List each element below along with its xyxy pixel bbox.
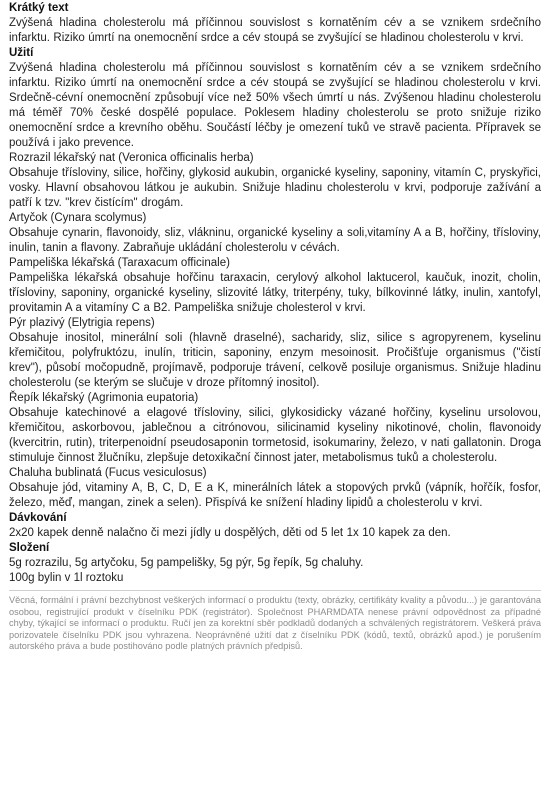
herb-name: Pampeliška lékařská (Taraxacum officinale) bbox=[9, 257, 230, 269]
herb-name: Chaluha bublinatá (Fucus vesiculosus) bbox=[9, 467, 207, 479]
herb-description: Obsahuje katechinové a elagové třísloviny, silici, glykosidicky vázané hořčiny, kyselinu ursolovou, křemičitou, askorbovou, jablečnou a citrónovou, silicinamid kyseliny nikotinové, cholin, flavonoidy (kvercitrin, rutin), triterpenoidní pseudosaponin tormetosid, isokumariny, železo, v nati gallatonin. Droga stimuluje činnost žlučníku, zlepšuje detoxikační činnost jater, metabolismus tuků a cholesterolu. bbox=[9, 407, 541, 464]
composition-line: 100g bylin v 1l roztoku bbox=[9, 572, 124, 584]
herb-description: Obsahuje jód, vitaminy A, B, C, D, E a K, minerálních látek a stopových prvků (vápník, hořčík, fosfor, železo, měď, mangan, zinek a selen). Přispívá ke snížení hladiny lipidů a cholesterolu v krvi. bbox=[9, 482, 541, 509]
herb-name: Rozrazil lékařský nat (Veronica officinalis herba) bbox=[9, 152, 254, 164]
section-heading-composition: Složení bbox=[9, 542, 50, 554]
section-heading-dosage: Dávkování bbox=[9, 512, 67, 524]
disclaimer-divider bbox=[9, 590, 541, 591]
herb-name: Pýr plazivý (Elytrigia repens) bbox=[9, 317, 155, 329]
section-heading-usage: Užití bbox=[9, 47, 34, 59]
section-heading-short-text: Krátký text bbox=[9, 2, 69, 14]
composition-line: 5g rozrazilu, 5g artyčoku, 5g pampelišky, 5g pýr, 5g řepík, 5g chaluhy. bbox=[9, 557, 364, 569]
herb-description: Pampeliška lékařská obsahuje hořčinu taraxacin, cerylový alkohol laktucerol, kaučuk, inozit, cholin, třísloviny, saponiny, organické kyseliny, slizovité látky, triterpény, tuky, bílkovinné látky, inulin, xantofyl, provitamin A a vitamíny C a B2. Pampeliška snižuje cholesterol v krvi. bbox=[9, 272, 541, 314]
disclaimer-text: Věcná, formální i právní bezchybnost veškerých informací o produktu (texty, obrázky, certifikáty kvality a původu...) je garantována osobou, registrující produkt v číselníku PDK (registrátor). Společnost PHARMDATA nenese právní odpovědnost za případné chyby, týkající se informací o produktu. Ručí jen za korektní sběr podkladů dodaných a schválených registrátorem. Veškerá práva porizovatele číselníku PDK jsou vyhrazena. Neoprávněné užití dat z číselníku PDK (kódů, textů, obrázků apod.) je porušením autorského práva a bude postihováno podle platných právních předpisů. bbox=[9, 595, 541, 652]
herb-name: Artyčok (Cynara scolymus) bbox=[9, 212, 147, 224]
herb-description: Obsahuje třísloviny, silice, hořčiny, glykosid aukubin, organické kyseliny, saponiny, vitamín C, pryskyřici, vosky. Hlavní obsahovou látkou je aukubin. Snižuje hladinu cholesterolu v krvi, podporuje zažívání a patří k tzv. "krev čistícím" drogám. bbox=[9, 167, 541, 209]
usage-paragraph: Zvýšená hladina cholesterolu má příčinnou souvislost s kornatěním cév a se vznikem srdečního infarktu. Riziko úmrtí na onemocnění srdce a cév stoupá se zvyšující se hladinou cholesterolu v krvi. Srdečně-cévní onemocnění způsobují více než 50% všech úmrtí u nás. Zvýšenou hladinu cholesterolu má téměř 70% české dospělé populace. Poklesem hladiny cholesterolu se proto snižuje riziko onemocnění srdce a krevního oběhu. Součástí léčby je omezení tuků ve stravě pacienta. Přípravek se používá i jako prevence. bbox=[9, 62, 541, 149]
herb-description: Obsahuje cynarin, flavonoidy, sliz, vlákninu, organické kyseliny a soli,vitamíny A a B, hořčiny, třísloviny, inulin, tanin a flavony. Zabraňuje ukládání cholesterolu v cévách. bbox=[9, 227, 541, 254]
short-text-paragraph: Zvýšená hladina cholesterolu má příčinnou souvislost s kornatěním cév a se vznikem srdečního infarktu. Riziko úmrtí na onemocnění srdce a cév stoupá se zvyšující se hladinou cholesterolu v krvi. bbox=[9, 17, 541, 44]
herb-description: Obsahuje inositol, minerální soli (hlavně draselné), sacharidy, sliz, silice s agropyrenem, kyselinu křemičitou, polyfruktózu, inulín, triticin, saponiny, enzym mesoinosit. Pročišťuje organismus ("čistí krev"), působí močopudně, projímavě, podporuje trávení, celkově posiluje organismus. Snižuje hladinu cholesterolu (se kterým se slučuje v droze přítomný inositol). bbox=[9, 332, 541, 389]
dosage-paragraph: 2x20 kapek denně nalačno či mezi jídly u dospělých, děti od 5 let 1x 10 kapek za den. bbox=[9, 527, 451, 539]
herb-name: Řepík lékařský (Agrimonia eupatoria) bbox=[9, 392, 199, 404]
